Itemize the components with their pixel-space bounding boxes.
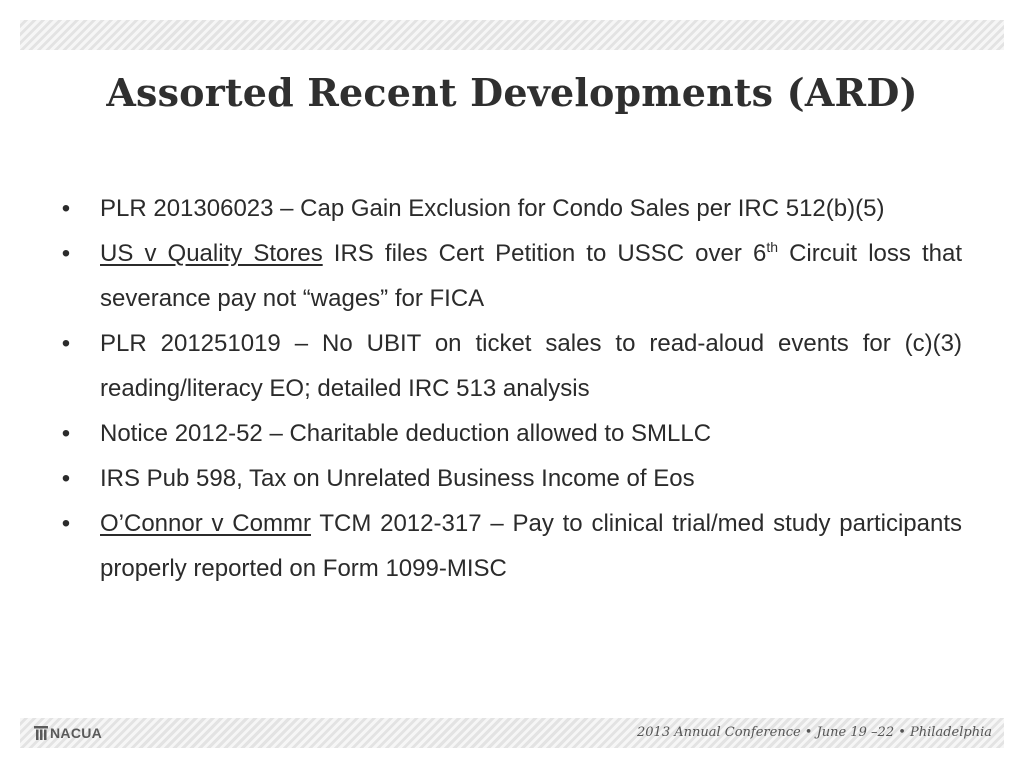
bullet-text: IRS Pub 598, Tax on Unrelated Business Income of Eos	[100, 465, 695, 492]
bullet-marker: •	[61, 510, 71, 537]
bullet-item	[60, 456, 962, 501]
bullet-text: Notice 2012-52 – Charitable deduction allowed to SMLLC	[100, 420, 712, 447]
case-name-underlined: US v Quality Stores	[100, 240, 323, 267]
bullet-item	[60, 501, 962, 591]
bullet-item	[60, 186, 962, 231]
case-name-underlined: O’Connor v Commr	[100, 510, 311, 537]
bullet-text: PLR 201251019 – No UBIT on ticket sales to read-aloud events for (c)(3) reading/literacy EO; detailed IRC 513 analysis	[100, 330, 962, 402]
logo-text: NACUA	[50, 725, 103, 741]
bullet-marker: •	[61, 195, 71, 222]
bullet-text: TCM 2012-317 – Pay to clinical trial/med study participants properly reported on Form 1099-MISC	[100, 510, 962, 582]
bullet-marker: •	[61, 465, 71, 492]
ordinal-superscript: th	[766, 239, 778, 255]
conference-footer: 2013 Annual Conference • June 19 –22 • Philadelphia	[637, 725, 992, 740]
slide-title: Assorted Recent Developments (ARD)	[106, 70, 918, 115]
bullet-text-continued: Circuit loss that severance pay not “wages” for FICA	[100, 240, 963, 312]
bullet-item	[60, 231, 962, 321]
nacua-logo	[34, 724, 102, 742]
bullet-list	[60, 186, 962, 591]
top-decorative-band	[20, 20, 1004, 50]
nacua-pillar-icon	[34, 726, 48, 740]
bullet-marker: •	[61, 420, 71, 447]
bullet-text: PLR 201306023 – Cap Gain Exclusion for Condo Sales per IRC 512(b)(5)	[100, 195, 885, 222]
bullet-text: IRS files Cert Petition to USSC over 6	[322, 240, 767, 267]
bullet-item	[60, 321, 962, 411]
bullet-marker: •	[61, 240, 71, 267]
bullet-marker: •	[61, 330, 71, 357]
bullet-item	[60, 411, 962, 456]
